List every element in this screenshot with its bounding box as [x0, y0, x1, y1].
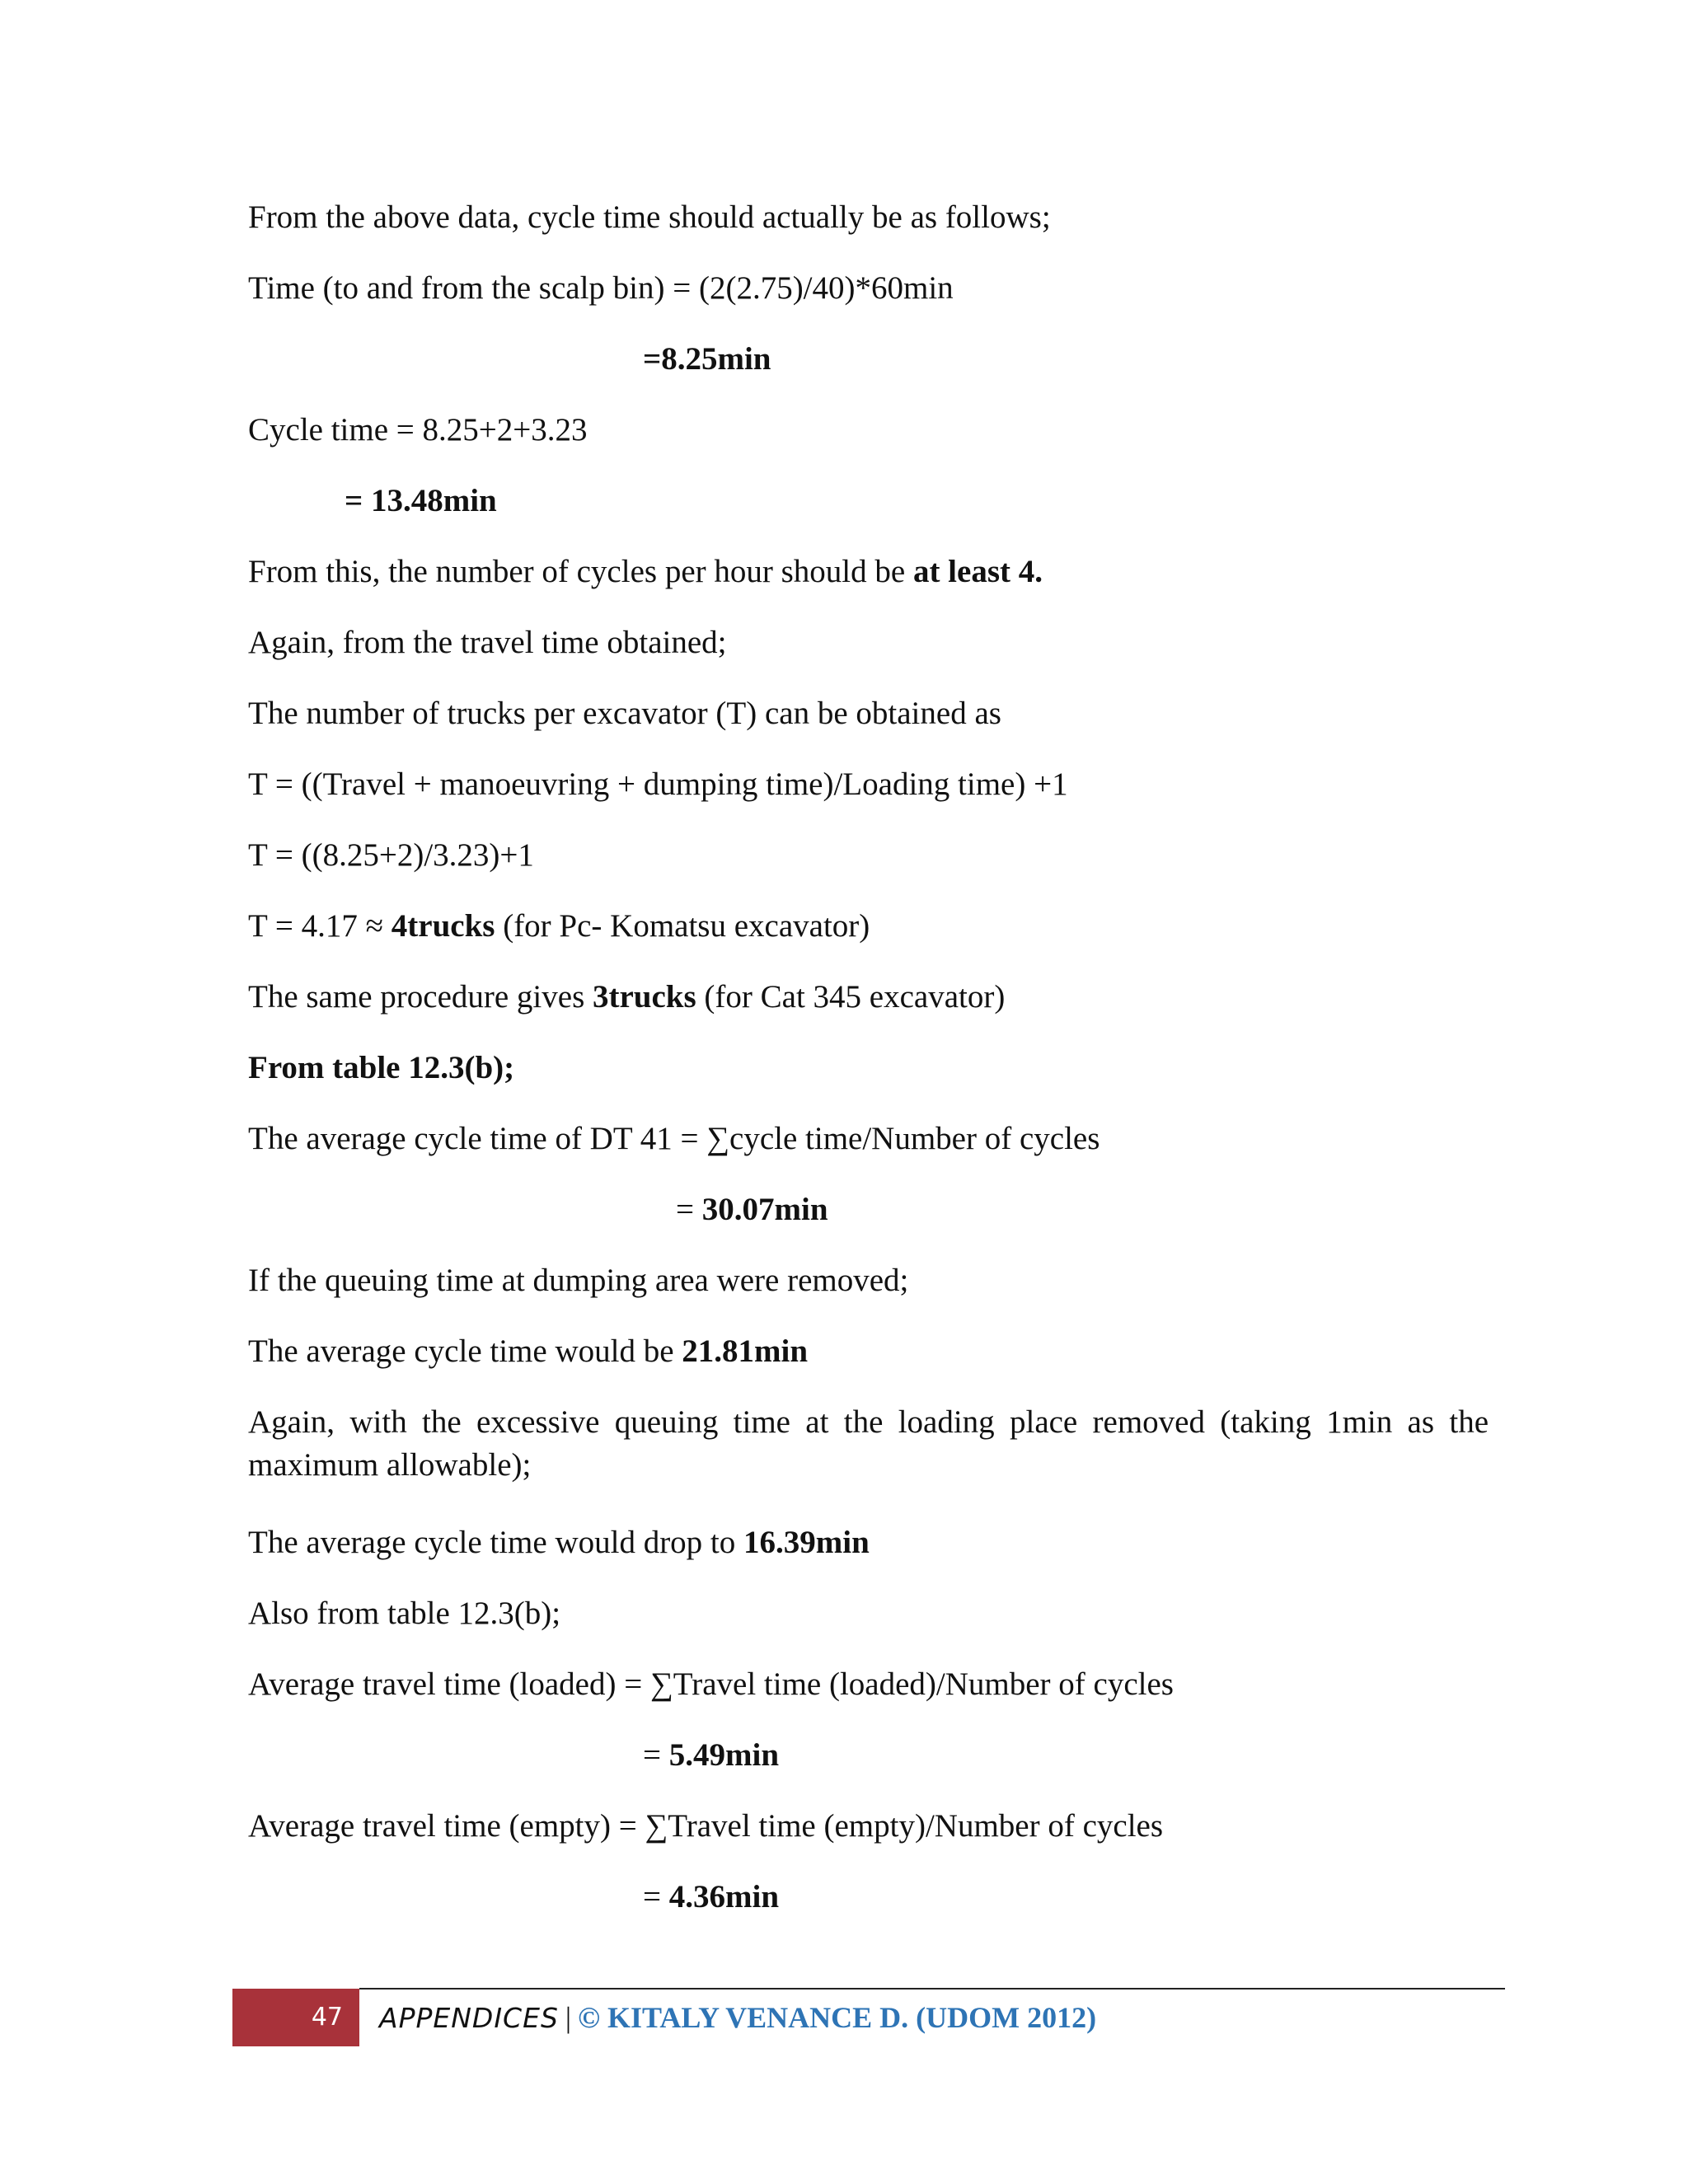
- result-cycle-drop: The average cycle time would drop to 16.39min: [248, 1525, 870, 1560]
- paragraph-trucks-per-excavator: The number of trucks per excavator (T) can be obtained as: [248, 696, 1001, 731]
- result-trucks-cat: The same procedure gives 3trucks (for Cat 345 excavator): [248, 979, 1006, 1015]
- result-travel-loaded: = 5.49min: [643, 1737, 780, 1773]
- equation-scalp-bin-time: Time (to and from the scalp bin) = (2(2.75)/40)*60min: [248, 270, 954, 306]
- paragraph-intro: From the above data, cycle time should actually be as follows;: [248, 199, 1051, 235]
- heading-table-reference: From table 12.3(b);: [248, 1050, 515, 1085]
- paragraph-queuing-removed: If the queuing time at dumping area were removed;: [248, 1263, 909, 1298]
- paragraph-travel-time: Again, from the travel time obtained;: [248, 625, 727, 660]
- equation-average-cycle-time: The average cycle time of DT 41 = ∑cycle time/Number of cycles: [248, 1121, 1100, 1156]
- page-number: 47: [232, 1989, 359, 2046]
- result-average-cycle-time: = 30.07min: [676, 1192, 828, 1227]
- footer-divider: [359, 1988, 1505, 1990]
- paragraph-loading-queue-cont: maximum allowable);: [248, 1447, 532, 1483]
- equation-trucks-formula: T = ((Travel + manoeuvring + dumping time)/Loading time) +1: [248, 766, 1068, 802]
- paragraph-loading-queue: Again, with the excessive queuing time at the loading place removed (taking 1min as the: [248, 1404, 1489, 1440]
- equation-cycle-time: Cycle time = 8.25+2+3.23: [248, 412, 588, 448]
- result-travel-empty: = 4.36min: [643, 1879, 780, 1915]
- paragraph-cycles-per-hour: From this, the number of cycles per hour should be at least 4.: [248, 554, 1043, 589]
- equation-trucks-substituted: T = ((8.25+2)/3.23)+1: [248, 837, 534, 873]
- equation-travel-empty: Average travel time (empty) = ∑Travel time (empty)/Number of cycles: [248, 1808, 1164, 1844]
- result-cycle-time: = 13.48min: [345, 483, 497, 518]
- result-cycle-without-queue: The average cycle time would be 21.81min: [248, 1333, 809, 1369]
- result-trucks-komatsu: T = 4.17 ≈ 4trucks (for Pc- Komatsu excavator): [248, 908, 870, 944]
- footer-copyright: © KITALY VENANCE D. (UDOM 2012): [578, 2001, 1097, 2034]
- footer-text: [379, 1998, 1096, 2038]
- footer-section: APPENDICES: [379, 2002, 559, 2034]
- paragraph-table-reference-2: Also from table 12.3(b);: [248, 1596, 561, 1631]
- equation-travel-loaded: Average travel time (loaded) = ∑Travel time (loaded)/Number of cycles: [248, 1666, 1174, 1702]
- footer-separator: |: [565, 2001, 572, 2034]
- result-scalp-bin-time: =8.25min: [643, 341, 771, 377]
